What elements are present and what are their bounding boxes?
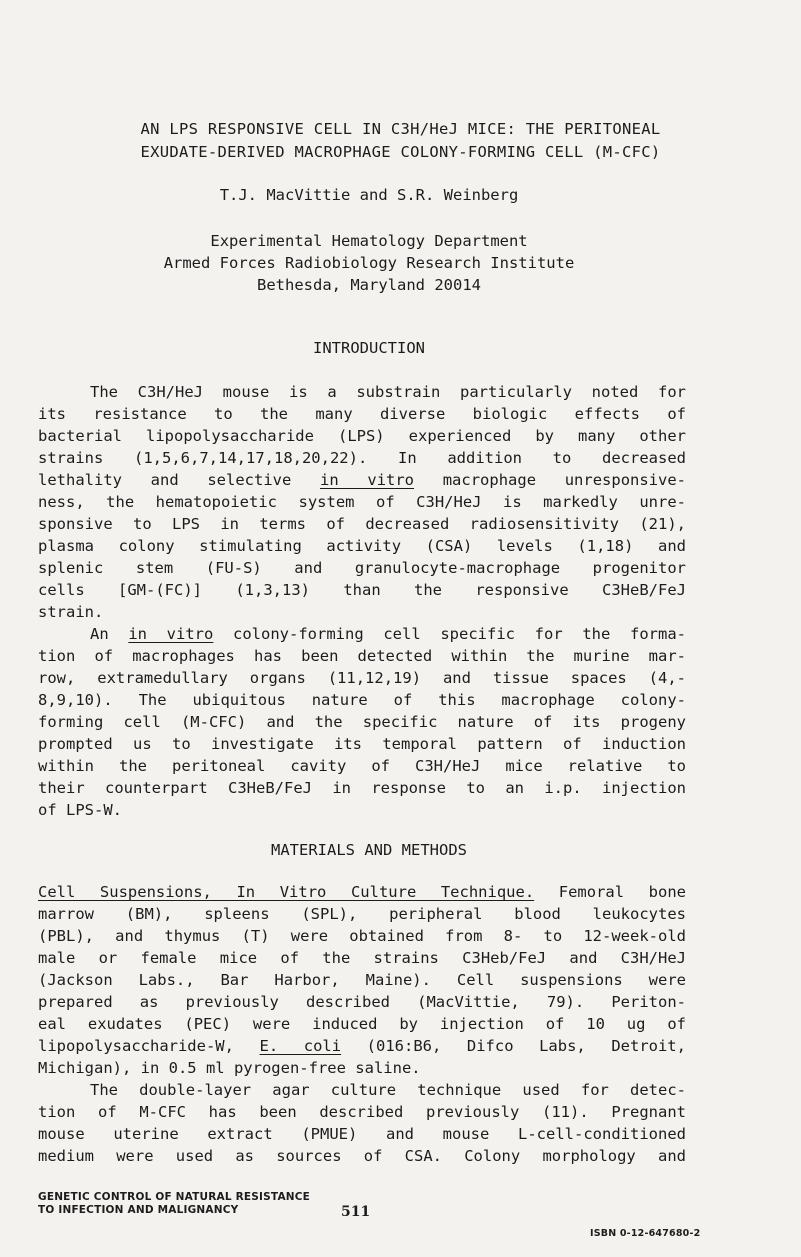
introduction-heading: INTRODUCTION — [313, 339, 425, 357]
text-line: ness, the hematopoietic system of C3H/HeJ is markedly unre- — [38, 493, 686, 511]
in-vitro-italic: in vitro — [128, 625, 214, 643]
text-line: bacterial lipopolysaccharide (LPS) experienced by many other — [38, 427, 686, 445]
text-line: strain. — [38, 603, 104, 621]
paper-title-line-2: EXUDATE-DERIVED MACROPHAGE COLONY-FORMING CELL (M-CFC) — [140, 143, 661, 161]
methods-heading: MATERIALS AND METHODS — [271, 841, 467, 859]
text-line: tion of M-CFC has been described previously (11). Pregnant — [38, 1103, 686, 1121]
text-line: (Jackson Labs., Bar Harbor, Maine). Cell suspensions were — [38, 971, 686, 989]
in-vitro-italic: in vitro — [320, 471, 415, 489]
text-line: Michigan), in 0.5 ml pyrogen-free saline. — [38, 1059, 421, 1077]
text-line: prepared as previously described (MacVittie, 79). Periton- — [38, 993, 686, 1011]
authors: T.J. MacVittie and S.R. Weinberg — [219, 186, 519, 204]
text-line: their counterpart C3HeB/FeJ in response to an i.p. injection — [38, 779, 686, 797]
text-line: lethality and selective in vitro macrophage unresponsive- — [38, 471, 687, 489]
text-line: its resistance to the many diverse biologic effects of — [38, 405, 686, 423]
text-line: The double-layer agar culture technique used for detec- — [90, 1081, 686, 1099]
text-line: of LPS-W. — [38, 801, 122, 819]
paper-title-line-1: AN LPS RESPONSIVE CELL IN C3H/HeJ MICE: THE PERITONEAL — [140, 120, 661, 138]
e-coli-italic: E. coli — [259, 1037, 342, 1055]
book-title-line-2: TO INFECTION AND MALIGNANCY — [38, 1204, 239, 1216]
text-line: lipopolysaccharide-W, E. coli (016:B6, Difco Labs, Detroit, — [38, 1037, 686, 1055]
text-line: within the peritoneal cavity of C3H/HeJ mice relative to — [38, 757, 686, 775]
text-line: An in vitro colony-forming cell specific for the forma- — [90, 625, 686, 643]
text-line: The C3H/HeJ mouse is a substrain particularly noted for — [90, 383, 686, 401]
text-line: medium were used as sources of CSA. Colony morphology and — [38, 1147, 686, 1165]
isbn: ISBN 0-12-647680-2 — [590, 1228, 701, 1239]
text-line: cells [GM-(FC)] (1,3,13) than the responsive C3HeB/FeJ — [38, 581, 686, 599]
text-line: sponsive to LPS in terms of decreased radiosensitivity (21), — [38, 515, 686, 533]
methods-subheading: Cell Suspensions, In Vitro Culture Technique. — [38, 883, 535, 901]
text-line: row, extramedullary organs (11,12,19) and tissue spaces (4,- — [38, 669, 686, 687]
text-line: tion of macrophages has been detected within the murine mar- — [38, 647, 686, 665]
book-title-line-1: GENETIC CONTROL OF NATURAL RESISTANCE — [38, 1191, 311, 1203]
text-line: Cell Suspensions, In Vitro Culture Technique. Femoral bone — [38, 883, 686, 901]
text-line: strains (1,5,6,7,14,17,18,20,22). In addition to decreased — [38, 449, 686, 467]
text-line: plasma colony stimulating activity (CSA) levels (1,18) and — [38, 537, 686, 555]
text-line: splenic stem (FU-S) and granulocyte-macrophage progenitor — [38, 559, 686, 577]
affiliation-line-3: Bethesda, Maryland 20014 — [257, 276, 481, 294]
text-line: eal exudates (PEC) were induced by injection of 10 ug of — [38, 1015, 686, 1033]
text-line: marrow (BM), spleens (SPL), peripheral blood leukocytes — [38, 905, 686, 923]
text-line: mouse uterine extract (PMUE) and mouse L-cell-conditioned — [38, 1125, 686, 1143]
text-line: prompted us to investigate its temporal pattern of induction — [38, 735, 686, 753]
text-line: forming cell (M-CFC) and the specific nature of its progeny — [38, 713, 686, 731]
affiliation-line-2: Armed Forces Radiobiology Research Institute — [163, 254, 575, 272]
page-number: 511 — [341, 1204, 371, 1220]
text-line: 8,9,10). The ubiquitous nature of this macrophage colony- — [38, 691, 686, 709]
text-line: (PBL), and thymus (T) were obtained from 8- to 12-week-old — [38, 927, 686, 945]
affiliation-line-1: Experimental Hematology Department — [210, 232, 528, 250]
text-line: male or female mice of the strains C3Heb/FeJ and C3H/HeJ — [38, 949, 686, 967]
